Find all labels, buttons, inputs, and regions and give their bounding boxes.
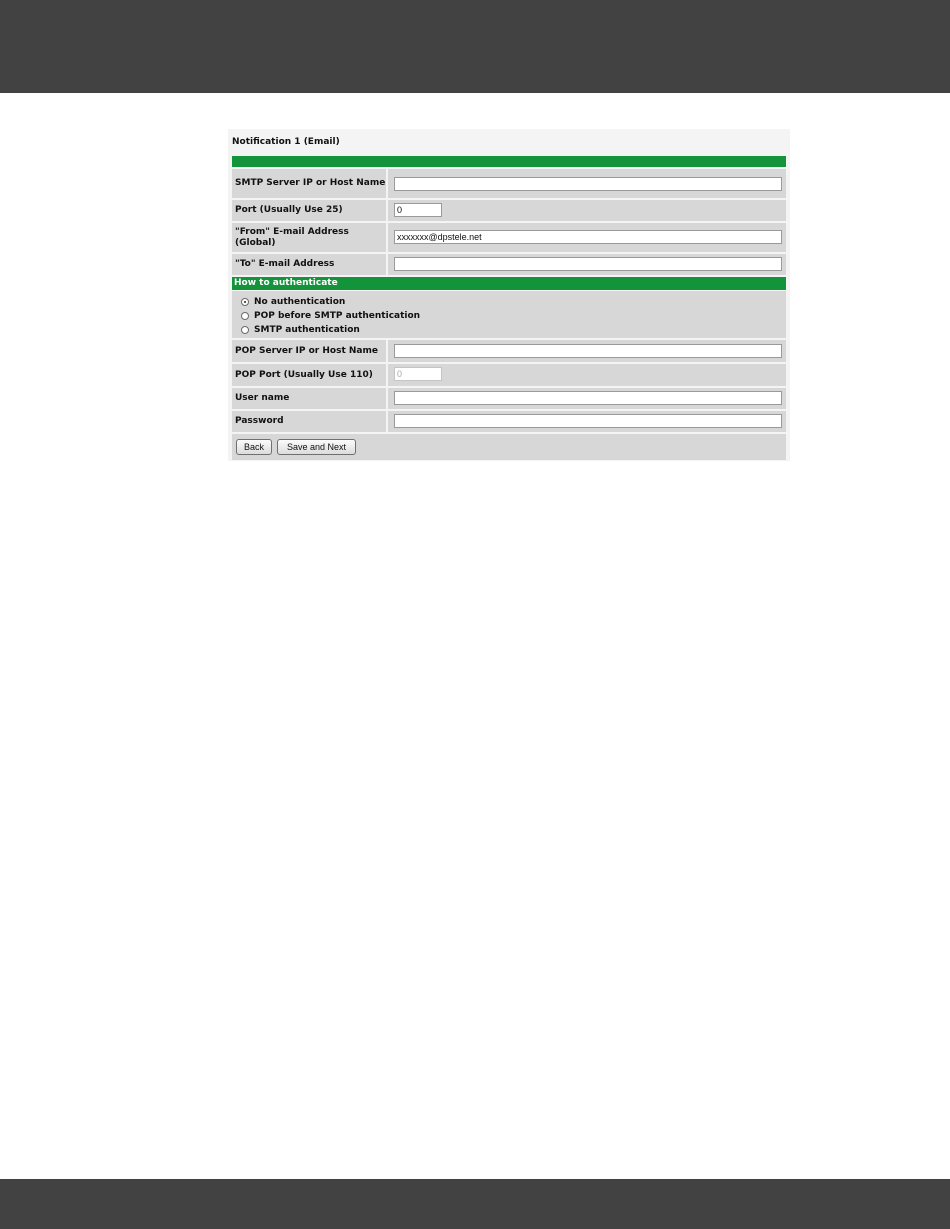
to-email-label: "To" E-mail Address: [232, 254, 388, 275]
from-email-input[interactable]: xxxxxxx@dpstele.net: [394, 230, 782, 244]
password-input[interactable]: [394, 414, 782, 428]
auth-options-group: [232, 291, 786, 338]
auth-header-bar: [232, 277, 786, 290]
notification-email-panel: [228, 129, 790, 461]
back-button[interactable]: Back: [236, 439, 272, 455]
from-email-label: "From" E-mail Address (Global): [232, 223, 388, 252]
pop-port-input[interactable]: 0: [394, 367, 442, 381]
pop-server-input[interactable]: [394, 344, 782, 358]
auth-option-pop-before-smtp[interactable]: [241, 310, 420, 322]
section-header-bar: [232, 156, 786, 167]
pop-port-row: [232, 364, 786, 386]
pop-server-row: [232, 340, 786, 362]
user-name-label: User name: [232, 388, 388, 409]
top-banner: [0, 0, 950, 93]
radio-unselected-icon[interactable]: [241, 312, 249, 320]
from-email-row: [232, 223, 786, 252]
auth-header-label: How to authenticate: [234, 278, 338, 288]
to-email-row: [232, 254, 786, 275]
port-input[interactable]: 0: [394, 203, 442, 217]
auth-option-label: No authentication: [254, 297, 346, 307]
user-name-input[interactable]: [394, 391, 782, 405]
password-label: Password: [232, 411, 388, 432]
page-title: Notification 1 (Email): [232, 137, 340, 147]
auth-option-smtp[interactable]: [241, 324, 360, 336]
radio-selected-icon[interactable]: [241, 298, 249, 306]
password-row: [232, 411, 786, 432]
auth-option-label: SMTP authentication: [254, 325, 360, 335]
user-name-row: [232, 388, 786, 409]
port-row: [232, 200, 786, 221]
port-label: Port (Usually Use 25): [232, 200, 388, 221]
smtp-server-input[interactable]: [394, 177, 782, 191]
bottom-banner: [0, 1179, 950, 1229]
pop-server-label: POP Server IP or Host Name: [232, 340, 388, 362]
auth-option-none[interactable]: [241, 296, 345, 308]
radio-unselected-icon[interactable]: [241, 326, 249, 334]
smtp-server-label: SMTP Server IP or Host Name: [232, 169, 388, 198]
auth-option-label: POP before SMTP authentication: [254, 311, 421, 321]
save-and-next-button[interactable]: Save and Next: [277, 439, 356, 455]
to-email-input[interactable]: [394, 257, 782, 271]
pop-port-label: POP Port (Usually Use 110): [232, 364, 388, 386]
smtp-server-row: [232, 169, 786, 198]
